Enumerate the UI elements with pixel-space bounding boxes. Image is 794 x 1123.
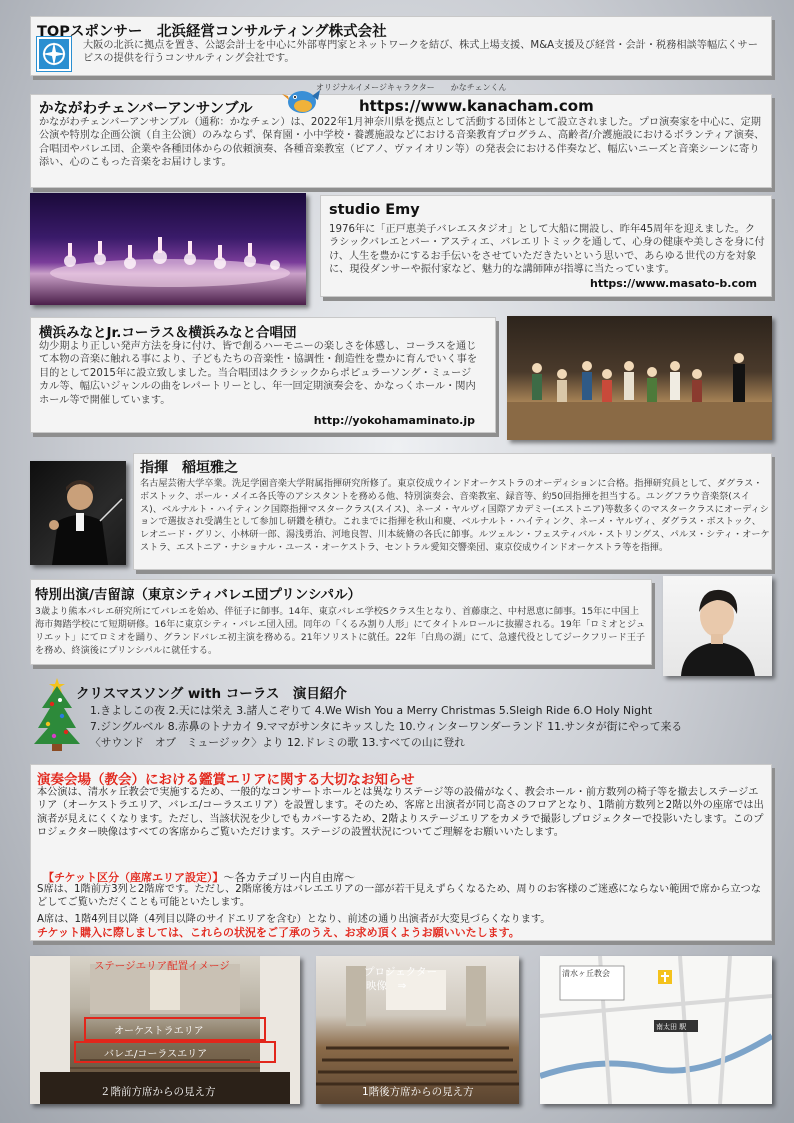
kanacham-title: かながわチェンバーアンサンブル [39, 101, 253, 117]
character-caption: オリジナルイメージキャラクター かなチェンくん [316, 83, 507, 92]
program-line-2: 7.ジングルベル 8.赤鼻のトナカイ 9.ママがサンタにキッスした 10.ウィンターワンダーランド 11.サンタが街にやって来る [90, 720, 683, 733]
view-2f-caption: ２階前方席からの見え方 [100, 1086, 216, 1098]
conductor-photo [30, 461, 126, 565]
sponsor-title: TOPスポンサー 北浜経営コンサルティング株式会社 [37, 24, 387, 40]
conductor-panel [133, 453, 772, 570]
projector-label: プロジェクター [364, 966, 438, 978]
guest-text: 3歳より熊本バレエ研究所にてバレエを始め、伴征子に師事。14年、東京バレエ学校Sクラス生となり、首藤康之、中村恩恵に師事。15年に中国上海市舞踏学校にて短期研修。16年に東京シティ・バレエ団入団。同年の「くるみ割り人形」にてタイトルロールに抜擢される。19年「ロミオとジュリエット」にてロミオを踊り、グランドバレエ初主演を務める。21年ソリストに就任。22年「白鳥の湖」にて、急遽代役としてジークフリード王子を務め、終演後にプリンシパルに就任する。 [35, 606, 646, 656]
map-church-label: 清水ヶ丘教会 [562, 969, 610, 978]
compass-icon [39, 39, 69, 69]
sponsor-panel [30, 16, 772, 76]
ballet-stage-photo [30, 193, 306, 305]
chorus-title: 横浜みなとJr.コーラス＆横浜みなと合唱団 [39, 325, 297, 341]
studio-text: 1976年に「正戸恵美子バレエスタジオ」として大船に開設し、昨年45周年を迎えました。クラシックバレエとバー・アスティエ、バレエリトミックを通して、心身の健康や美しさを身に付け、人生を豊かにするお手伝いをさせていただきたいという思いで、あらゆる世代の方を対象に、現役ダンサーや振付家など、魅力的な講師陣が指導に当たっています。 [329, 224, 765, 276]
chorus-text: 幼少期より正しい発声方法を身に付け、皆で創るハーモニーの楽しさを体感し、コーラスを通じて本物の音楽に触れる事により、子どもたちの音楽性・協調性・創造性を豊かに育んでいく事を目的として2015年に設立致しました。当合唱団はクラシックからポピュラーソング・ミュージカル等、幅広いジャンルの曲をレパートリーとし、年一回定期演奏会を、かなっくホール・関内ホール等で開催しています。 [39, 341, 478, 406]
projector-label-2: 映像 ⇒ [366, 980, 407, 992]
notice-closing: チケット購入に際しましては、これらの状況をご了承のうえ、お求め頂くようお願いいたします。 [37, 926, 520, 939]
a-seat-text: A席は、1階4列目以降（4列目以降のサイドエリアを含む）となり、前述の通り出演者が大変見づらくなります。 [37, 914, 551, 925]
program-title: クリスマスソング with コーラス 演目紹介 [76, 686, 347, 702]
ticket-heading: 【チケット区分（座席エリア設定）】 [43, 871, 224, 884]
chorus-concert-photo [507, 316, 772, 440]
notice-panel [30, 764, 772, 941]
access-map [540, 956, 772, 1104]
studio-panel [320, 195, 772, 297]
sponsor-logo [37, 37, 71, 71]
notice-title: 演奏会場（教会）における鑑賞エリアに関する大切なお知らせ [37, 772, 415, 788]
projector-view-photo [316, 956, 519, 1104]
chorus-panel [30, 317, 496, 433]
view-1f-caption: 1階後方席からの見え方 [362, 1086, 474, 1098]
sponsor-text: 大阪の北浜に拠点を置き、公認会計士を中心に外部専門家とネットワークを結び、株式上場支援、M&A支援及び経営・会計・税務相談等幅広くサービスの提供を行うコンサルティング会社です。 [83, 40, 758, 65]
notice-paragraph: 本公演は、清水ヶ丘教会で実施するため、一般的なコンサートホールとは異なりステージ等の設備がなく、教会ホール・前方数列の椅子等を撤去しステージエリア（オーケストラエリア、バレエ/コーラスエリア）を設置します。そのため、客席と出演者が同じ高さのフロアとなり、1階前方数列と2階以外の座席では出演者が見えにくくなります。ただし、当該状況を少しでもカバーするため、2階よりステージエリアをカメラで撮影しプロジェクターで投影いたします。このプロジェクター映像はすべての客席からご覧いただけます。ステージの設置状況についてご理解をお願いいたします。 [37, 787, 764, 839]
stage-layout-title: ステージエリア配置イメージ [94, 960, 230, 972]
program-line-1: 1.きよしこの夜 2.天には栄え 3.諸人こぞりて 4.We Wish You a Merry Christmas 5.Sleigh Ride 6.O Holy Night [90, 704, 653, 717]
studio-title: studio Emy [329, 202, 420, 218]
chorus-url[interactable]: http://yokohamaminato.jp [313, 414, 475, 427]
guest-panel [30, 579, 652, 665]
conductor-text: 名古屋芸術大学卒業。洗足学園音楽大学附属指揮研究所修了。東京佼成ウインドオーケストラのオーディションに合格。指揮研究員として、ダグラス・ボストック、ポール・メイエ各氏等のアシスタントを務める他、特別演奏会、音楽教室、録音等、約50回指揮を担当する。ユングフラウ音楽祭(スイス)、ベルナルト・ハイティンク国際指揮マスタークラス(スイス)、ネーメ・ヤルヴィ国際アカデミー(エストニア)等数多くのマスタークラスにオーディションで選抜され受講生として参加し研鑽を積む。これまでに指揮を秋山和慶、ベルナルト・ハイティンク、ネーメ・ヤルヴィ、ダグラス・ボストック、レオニード・グリン、小林研一郎、湯浅勇治、河地良智、川本統脩の各氏に師事。ルツェルン・フェスティバル・ストリングス、パルヌ・シティ・オーケストラ、エストニア・ナショナル・ユース・オーケストラ、セントラル愛知交響楽団、東京佼成ウインドオーケストラ等を指揮。 [140, 478, 770, 553]
stage-layout-photo [30, 956, 300, 1104]
map-station-label: 南太田 駅 [656, 1023, 687, 1031]
program-line-3: 〈サウンド オブ ミュージック〉より 12.ドレミの歌 13.すべての山に登れ [90, 736, 465, 749]
guest-portrait-photo [663, 576, 772, 676]
ticket-subheading: ～各カテゴリー内自由席～ [223, 871, 356, 884]
studio-url[interactable]: https://www.masato-b.com [590, 277, 757, 290]
conductor-title: 指揮 稲垣雅之 [140, 460, 238, 476]
orchestra-area-label: オーケストラエリア [114, 1026, 204, 1037]
guest-title: 特別出演/吉留諒（東京シティバレエ団プリンシパル） [35, 587, 362, 603]
christmas-tree-icon [32, 672, 82, 752]
kanacham-panel [30, 94, 772, 188]
kingfisher-mascot-icon [282, 82, 322, 116]
kanacham-url[interactable]: https://www.kanacham.com [359, 97, 594, 115]
s-seat-text: S席は、1階前方3列と2階席です。ただし、2階席後方はバレエエリアの一部が若干見えずらくなるため、周りのお客様のご迷惑にならない範囲で席から立つなどしてご覧いただくことも可能といたします。 [37, 884, 761, 909]
ballet-area-label: バレエ/コーラスエリア [104, 1049, 208, 1060]
kanacham-text: かながわチェンバーアンサンブル（通称：かなチェン）は、2022年1月神奈川県を拠点として活動する団体として設立されました。プロ演奏家を中心に、定期公演や特別な企画公演（自主公演）のみならず、保育園・小中学校・養護施設などにおける音楽教育プログラム、高齢者/介護施設におけるボランティア演奏、合唱団やバレエ団、企業や各種団体からの依頼演奏、各種音楽教室（ピアノ、ヴァイオリン等）の発表会における伴奏など、幅広いニーズと音楽シーンに寄り添い、心のこもった音楽をお届けします。 [39, 117, 765, 169]
